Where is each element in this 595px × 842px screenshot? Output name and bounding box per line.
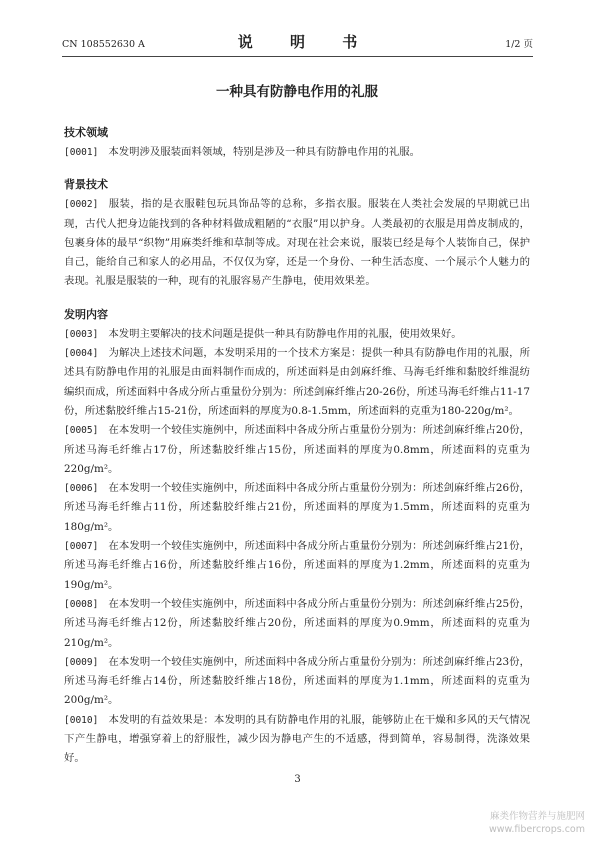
paragraph-text: 在本发明一个较佳实施例中，所述面料中各成分所占重量份分别为：所述剑麻纤维占20份，所述马海毛纤维占17份，所述黏胶纤维占15份，所述面料的厚度为0.8mm，所述面料的克重为220g/m²。 xyxy=(64,424,530,475)
document-body xyxy=(64,72,530,769)
section-heading-background: 背景技术 xyxy=(64,178,108,192)
paragraph xyxy=(64,325,530,344)
paragraph xyxy=(64,195,530,291)
watermark-site-name: 麻类作物营养与施肥网 xyxy=(489,811,585,822)
paragraph-number: [0010] xyxy=(64,714,99,726)
paragraph-text: 在本发明一个较佳实施例中，所述面料中各成分所占重量份分别为：所述剑麻纤维占26份，所述马海毛纤维占11份，所述黏胶纤维占21份，所述面料的厚度为1.5mm，所述面料的克重为180g/m²。 xyxy=(64,482,530,533)
paragraph-number: [0004] xyxy=(64,348,99,360)
paragraph-number: [0003] xyxy=(64,328,99,340)
paragraph xyxy=(64,711,530,769)
paragraph-number: [0007] xyxy=(64,541,99,553)
watermark xyxy=(489,810,585,836)
document-title: 一种具有防静电作用的礼服 xyxy=(216,84,378,100)
paragraph-number: [0006] xyxy=(64,483,99,495)
paragraph-text: 本发明主要解决的技术问题是提供一种具有防静电作用的礼服，使用效果好。 xyxy=(108,327,462,340)
section-heading-invention: 发明内容 xyxy=(64,307,108,321)
paragraph-text: 本发明涉及服装面料领域，特别是涉及一种具有防静电作用的礼服。 xyxy=(108,146,421,158)
paragraph-text: 在本发明一个较佳实施例中，所述面料中各成分所占重量份分别为：所述剑麻纤维占21份，所述马海毛纤维占16份，所述黏胶纤维占16份，所述面料的厚度为1.2mm，所述面料的克重为190g/m²。 xyxy=(64,540,530,591)
paragraph xyxy=(64,479,530,537)
page-header xyxy=(62,30,533,54)
paragraph-text: 在本发明一个较佳实施例中，所述面料中各成分所占重量份分别为：所述剑麻纤维占23份，所述马海毛纤维占14份，所述黏胶纤维占18份，所述面料的厚度为1.1mm，所述面料的克重为200g/m²。 xyxy=(64,655,530,707)
header-divider xyxy=(62,56,533,57)
paragraph-text: 为解决上述技术问题，本发明采用的一个技术方案是：提供一种具有防静电作用的礼服，所述具有防静电作用的礼服是由面料制作而成的，所述面料是由剑麻纤维、马海毛纤维和黏胶纤维混纺编织而成，所述面料中各成分所占重量份分别为：所述剑麻纤维占20-26份，所述马海毛纤维占11-17份，所述黏胶纤维占15-21份，所述面料的厚度为0.8-1.5mm，所述面料的克重为180-220g/m²。 xyxy=(64,347,530,417)
paragraph xyxy=(64,344,530,421)
page-number: 3 xyxy=(294,774,301,785)
paragraph-number: [0009] xyxy=(64,656,99,668)
paragraph xyxy=(64,143,530,162)
paragraph-number: [0005] xyxy=(64,425,99,437)
section-heading-tech-field: 技术领域 xyxy=(64,126,108,139)
paragraph-text: 在本发明一个较佳实施例中，所述面料中各成分所占重量份分别为：所述剑麻纤维占25份，所述马海毛纤维占12份，所述黏胶纤维占20份，所述面料的厚度为0.9mm，所述面料的克重为210g/m²。 xyxy=(64,597,530,649)
paragraph-text: 服装，指的是衣服鞋包玩具饰品等的总称，多指衣服。服装在人类社会发展的早期就已出现，古代人把身边能找到的各种材料做成粗陋的“衣服”用以护身。人类最初的衣服是用兽皮制成的，包裹身体的最早“织物”用麻类纤维和草制等成。对现在社会来说，服装已经是每个人装饰自己，保护自己，能给自己和家人的必用品，不仅仅为穿，还是一个身份、一种生活态度、一个展示个人魅力的表现。礼服是服装的一种，现有的礼服容易产生静电，使用效果差。 xyxy=(64,198,530,288)
paragraph xyxy=(64,653,530,711)
watermark-url: www.fibercrops.com xyxy=(488,824,585,835)
paragraph xyxy=(64,537,530,595)
paragraph-number: [0008] xyxy=(64,598,99,610)
header-title: 说 明 书 xyxy=(237,33,374,51)
page-info: 1/2 页 xyxy=(505,39,533,50)
paragraph-number: [0002] xyxy=(64,199,99,211)
paragraph xyxy=(64,595,530,653)
paragraph xyxy=(64,421,530,479)
patent-number: CN 108552630 A xyxy=(62,39,145,50)
paragraph-text: 本发明的有益效果是：本发明的具有防静电作用的礼服，能够防止在干燥和多风的天气情况下产生静电，增强穿着上的舒服性，减少因为静电产生的不适感，得到简单，容易制得，洗涤效果好。 xyxy=(64,713,530,765)
paragraph-number: [0001] xyxy=(64,147,99,158)
